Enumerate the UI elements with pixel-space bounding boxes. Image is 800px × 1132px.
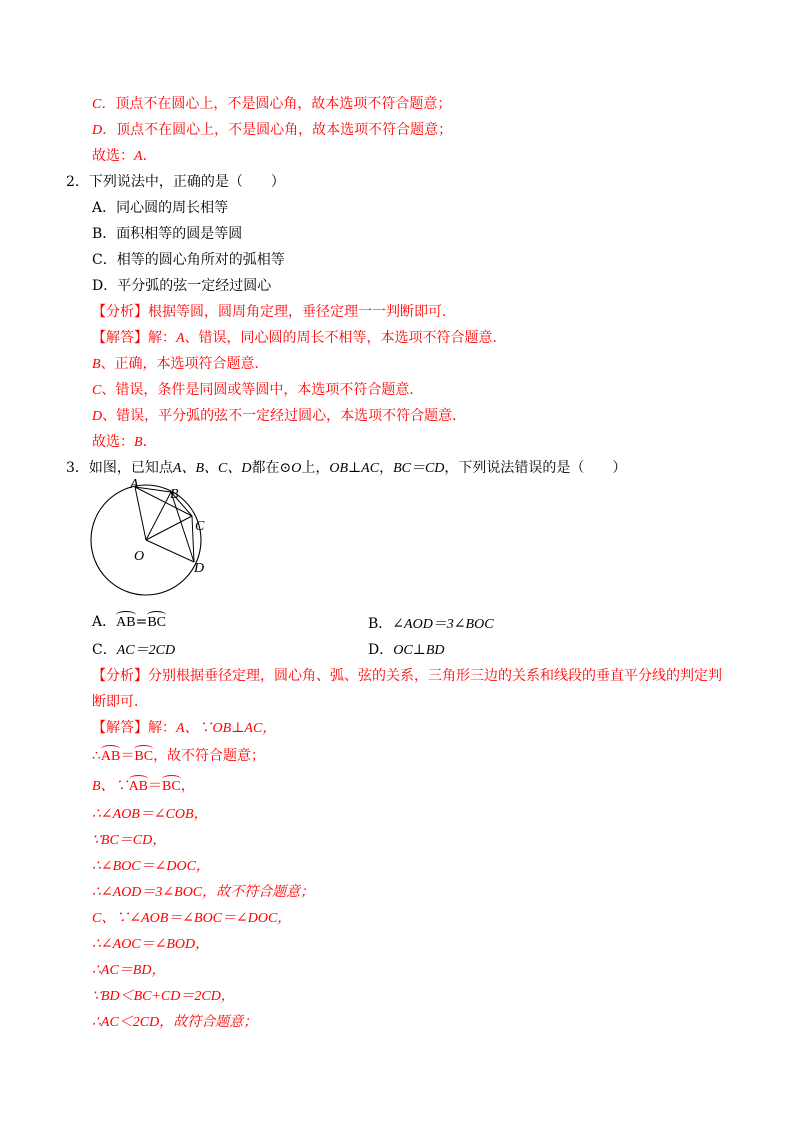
q3-stem: 3．如图，已知点A、B、C、D都在⊙O上，OB⊥AC，BC＝CD，下列说法错误的是（ ） (66, 460, 627, 476)
arc-ab: AB (116, 612, 135, 630)
q3-solution-line9: ∴∠AOC＝∠BOD， (92, 937, 210, 952)
q3-solution-line5: ∵BC＝CD， (92, 833, 167, 848)
label-d: D (194, 561, 205, 576)
q2-solution-b: B、正确，本选项符合题意． (92, 356, 269, 372)
q3-analysis-line2: 断即可． (92, 694, 148, 710)
q2-answer: 故选：B． (92, 434, 157, 450)
q3-option-a: A．AB=BC (92, 614, 166, 630)
q3-solution-line11: ∵BD＜BC+CD＝2CD， (92, 989, 235, 1004)
segment-bd (171, 492, 194, 562)
arc-bc: BC (134, 746, 153, 764)
segment-oa (135, 487, 146, 540)
arc-ab: AB (101, 746, 120, 764)
q3-solution-line7: ∴∠AOD＝3∠BOC，故不符合题意； (92, 885, 315, 900)
q3-option-c: C．AC＝2CD (92, 642, 176, 658)
segment-od (146, 540, 194, 562)
q3-solution-line1: 【解答】解：A、∵OB⊥AC， (92, 720, 277, 736)
q3-option-b: B．∠AOD＝3∠BOC (368, 616, 494, 632)
label-o: O (134, 549, 145, 564)
q2-analysis: 【分析】根据等圆，圆周角定理，垂径定理一一判断即可． (92, 304, 456, 320)
arc-bc: BC (162, 776, 181, 794)
label-a: A (130, 477, 139, 492)
q3-option-d: D．OC⊥BD (368, 642, 445, 658)
q3-solution-line6: ∴∠BOC＝∠DOC， (92, 859, 210, 874)
arc-ab: AB (129, 776, 148, 794)
q3-solution-line10: ∴AC＝BD， (92, 963, 166, 978)
q2-option-a: A．同心圆的周长相等 (92, 200, 229, 216)
q1-option-c-solution: C．顶点不在圆心上，不是圆心角，故本选项不符合题意； (92, 96, 452, 112)
q1-answer: 故选：A． (92, 148, 157, 164)
segment-cd (192, 516, 194, 562)
label-c: C (195, 519, 205, 534)
q2-solution-d: D、错误，平分弧的弦不一定经过圆心，本选项不符合题意． (92, 408, 467, 424)
q3-solution-line8: C、∵∠AOB＝∠BOC＝∠DOC， (92, 911, 292, 926)
q2-option-c: C．相等的圆心角所对的弧相等 (92, 252, 285, 268)
q2-solution-c: C、错误，条件是同圆或等圆中，本选项不符合题意． (92, 382, 424, 398)
q3-solution-line12: ∴AC＜2CD，故符合题意； (92, 1015, 258, 1030)
q2-stem: 2．下列说法中，正确的是（ ） (66, 174, 285, 190)
q2-option-d: D．平分弧的弦一定经过圆心 (92, 278, 272, 294)
q3-analysis-line1: 【分析】分别根据垂径定理，圆心角、弧、弦的关系，三角形三边的关系和线段的垂直平分线的判定判 (92, 668, 722, 684)
label-b: B (170, 487, 179, 502)
q3-solution-line4: ∴∠AOB＝∠COB， (92, 807, 208, 822)
circle-figure (84, 476, 214, 606)
arc-bc: BC (147, 612, 166, 630)
q2-solution-a: 【解答】解：A、错误，同心圆的周长不相等，本选项不符合题意． (92, 330, 507, 346)
q2-option-b: B．面积相等的圆是等圆 (92, 226, 243, 242)
q3-solution-line3: B、∵AB＝BC， (92, 778, 195, 794)
q3-solution-line2: ∴AB＝BC，故不符合题意； (92, 748, 266, 764)
q1-option-d-solution: D．顶点不在圆心上，不是圆心角，故本选项不符合题意； (92, 122, 453, 138)
